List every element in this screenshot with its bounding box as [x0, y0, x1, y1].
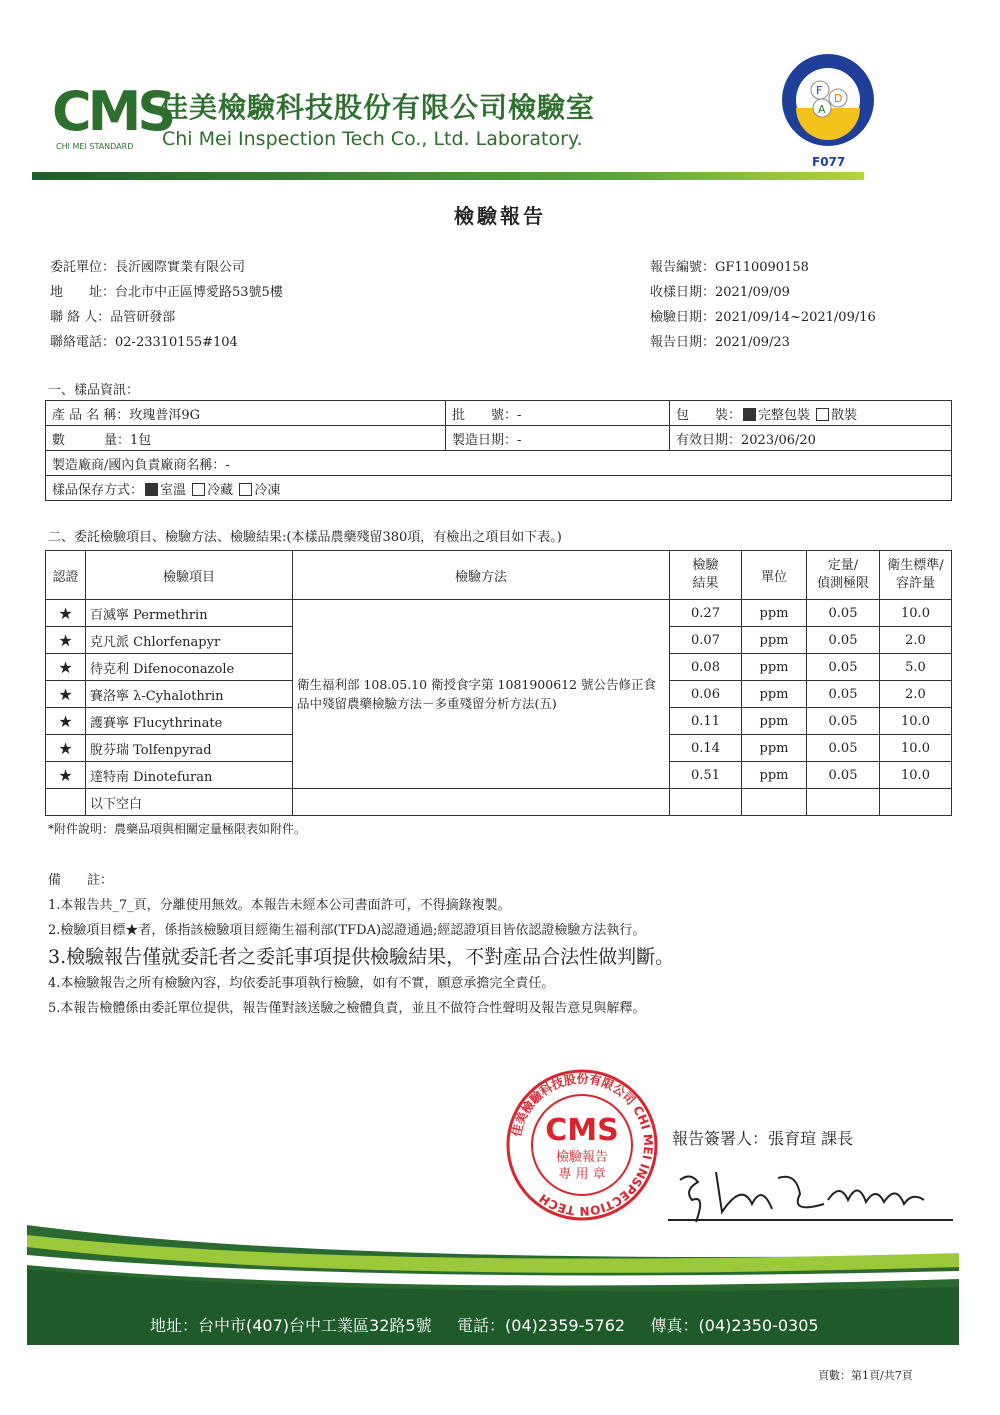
company-name-en: Chi Mei Inspection Tech Co., Ltd. Laboratory.	[162, 128, 583, 150]
detection-limit: 0.05	[807, 762, 880, 789]
header-method: 檢驗方法	[293, 551, 670, 600]
svg-text:檢驗報告: 檢驗報告	[555, 1150, 609, 1165]
checkbox-unchecked	[239, 483, 252, 496]
checkbox-checked	[145, 483, 158, 496]
checkbox-unchecked	[192, 483, 205, 496]
test-item: 脫芬瑞 Tolfenpyrad	[86, 735, 293, 762]
unit: ppm	[742, 627, 807, 654]
remark-3: 3.檢驗報告僅就委託者之委託事項提供檢驗結果，不對產品合法性做判斷。	[48, 946, 675, 968]
test-item: 百滅寧 Permethrin	[86, 600, 293, 627]
result-value: 0.07	[670, 627, 742, 654]
result-value: 0.11	[670, 708, 742, 735]
checkbox-unchecked	[816, 408, 829, 421]
storage-method: 樣品保存方式： 室溫 冷藏 冷凍	[46, 476, 952, 501]
manufacturer: 製造廠商/國內負責廠商名稱：-	[46, 451, 952, 476]
unit: ppm	[742, 600, 807, 627]
header-cert: 認證	[46, 551, 86, 600]
test-item: 護賽寧 Flucythrinate	[86, 708, 293, 735]
svg-text:CMS: CMS	[545, 1113, 619, 1148]
unit: ppm	[742, 681, 807, 708]
page-number: 頁數：第1頁/共7頁	[818, 1369, 913, 1382]
address-field: 地 址：台北市中正區博愛路53號5樓	[50, 285, 283, 300]
detection-limit: 0.05	[807, 654, 880, 681]
result-value: 0.14	[670, 735, 742, 762]
cert-star-icon: ★	[46, 762, 86, 789]
result-value: 0.08	[670, 654, 742, 681]
report-info	[650, 255, 876, 355]
report-number: 報告編號：GF110090158	[650, 260, 809, 275]
result-value: 0.06	[670, 681, 742, 708]
test-date: 檢驗日期：2021/09/14~2021/09/16	[650, 310, 876, 325]
tolerance-limit: 10.0	[880, 708, 952, 735]
company-seal-stamp	[505, 1068, 659, 1222]
test-item: 克凡派 Chlorfenapyr	[86, 627, 293, 654]
tolerance-limit: 2.0	[880, 681, 952, 708]
test-method: 衛生福利部 108.05.10 衛授食字第 1081900612 號公告修正食品中殘留農藥檢驗方法－多重殘留分析方法(五)	[293, 600, 670, 789]
tolerance-limit: 5.0	[880, 654, 952, 681]
tolerance-limit: 10.0	[880, 735, 952, 762]
svg-text:D: D	[834, 92, 843, 105]
detection-limit: 0.05	[807, 681, 880, 708]
signer: 報告簽署人：張育瑄 課長	[672, 1129, 854, 1148]
manufacture-date: 製造日期：-	[446, 426, 670, 451]
cert-star-icon: ★	[46, 627, 86, 654]
svg-text:專 用 章: 專 用 章	[558, 1167, 606, 1182]
report-date: 報告日期：2021/09/23	[650, 335, 790, 350]
svg-text:F: F	[816, 84, 823, 97]
svg-text:佳美檢驗科技股份有限公司 CHI MEI INSPECTIO: 佳美檢驗科技股份有限公司 CHI MEI INSPECTION TECH	[509, 1071, 656, 1219]
blank-row-label: 以下空白	[86, 789, 293, 816]
cert-star-icon: ★	[46, 708, 86, 735]
results-table	[45, 550, 952, 816]
results-and-remarks	[45, 529, 955, 1017]
remark-5: 5.本報告檢體係由委託單位提供，報告僅對該送驗之檢體負責，並且不做符合性聲明及報告意見與解釋。	[48, 1001, 646, 1016]
cert-star-icon: ★	[46, 735, 86, 762]
product-name: 產 品 名 稱：玫瑰普洱9G	[46, 401, 446, 426]
header-item: 檢驗項目	[86, 551, 293, 600]
attachment-note: *附件說明：農藥品項與相關定量極限表如附件。	[48, 822, 307, 836]
remark-4: 4.本檢驗報告之所有檢驗內容，均依委託事項執行檢驗，如有不實，願意承擔完全責任。	[48, 976, 555, 991]
tolerance-limit: 10.0	[880, 762, 952, 789]
remark-2: 2.檢驗項目標★者，係指該檢驗項目經衛生福利部(TFDA)認證通過;經認證項目皆依認證檢驗方法執行。	[48, 923, 646, 938]
detection-limit: 0.05	[807, 708, 880, 735]
test-item: 賽洛寧 λ-Cyhalothrin	[86, 681, 293, 708]
table-row	[46, 600, 952, 627]
result-value: 0.51	[670, 762, 742, 789]
fda-accreditation-logo	[780, 52, 876, 148]
cert-star-icon: ★	[46, 681, 86, 708]
received-date: 收樣日期：2021/09/09	[650, 285, 790, 300]
svg-text:A: A	[818, 103, 826, 116]
client-field: 委託單位：長沂國際實業有限公司	[50, 260, 246, 275]
detection-limit: 0.05	[807, 735, 880, 762]
cert-star-icon: ★	[46, 600, 86, 627]
cert-star-icon: ★	[46, 654, 86, 681]
header-lod: 定量/ 偵測極限	[807, 551, 880, 600]
tolerance-limit: 2.0	[880, 627, 952, 654]
sample-section-title: 一、樣品資訊：	[48, 383, 140, 398]
unit: ppm	[742, 708, 807, 735]
detection-limit: 0.05	[807, 600, 880, 627]
client-info	[50, 255, 283, 355]
sample-info-table	[45, 400, 952, 501]
page-title: 檢驗報告	[454, 204, 546, 228]
header-unit: 單位	[742, 551, 807, 600]
test-item: 待克利 Difenoconazole	[86, 654, 293, 681]
unit: ppm	[742, 735, 807, 762]
handwritten-signature	[668, 1160, 958, 1225]
logo-subtitle: CHI MEI STANDARD	[56, 142, 134, 151]
test-item: 達特南 Dinotefuran	[86, 762, 293, 789]
cms-logo	[52, 80, 173, 143]
header-divider	[32, 172, 864, 180]
checkbox-checked	[743, 408, 756, 421]
results-section-title: 二、委託檢驗項目、檢驗方法、檢驗結果:(本樣品農藥殘留380項，有檢出之項目如下表。)	[48, 530, 562, 545]
company-name-cn: 佳美檢驗科技股份有限公司檢驗室	[160, 91, 596, 124]
unit: ppm	[742, 654, 807, 681]
contact-field: 聯 絡 人：品管研發部	[50, 310, 176, 325]
remark-1: 1.本報告共_7_頁，分離使用無效。本報告未經本公司書面許可，不得摘錄複製。	[48, 898, 511, 913]
remarks-title: 備 註：	[48, 873, 114, 888]
detection-limit: 0.05	[807, 627, 880, 654]
unit: ppm	[742, 762, 807, 789]
footer-contact: 地址：台中市(407)台中工業區32路5號 電話：(04)2359-5762 傳真：(04)2350-0305	[150, 1316, 819, 1335]
header-limit: 衛生標準/ 容許量	[880, 551, 952, 600]
quantity: 數 量：1包	[46, 426, 446, 451]
tolerance-limit: 10.0	[880, 600, 952, 627]
header-result: 檢驗 結果	[670, 551, 742, 600]
svg-text:CMS: CMS	[52, 80, 173, 143]
expiry-date: 有效日期：2023/06/20	[670, 426, 952, 451]
result-value: 0.27	[670, 600, 742, 627]
phone-field: 聯絡電話：02-23310155#104	[50, 335, 238, 350]
fda-badge-number: F077	[812, 155, 846, 169]
package-field: 包 裝： 完整包裝 散裝	[670, 401, 952, 426]
batch-number: 批 號：-	[446, 401, 670, 426]
